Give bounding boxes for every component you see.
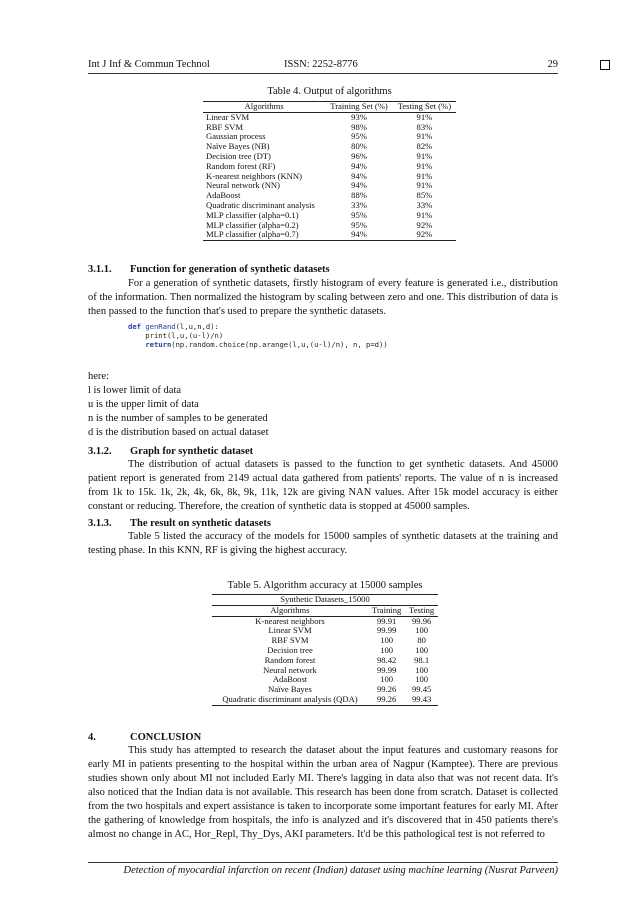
- table-row: [212, 636, 438, 646]
- table-row: [203, 230, 456, 240]
- param-d: d is the distribution based on actual dataset: [88, 427, 269, 438]
- table-cell-training: 98%: [351, 121, 367, 132]
- page-number: 29: [547, 59, 558, 70]
- table-cell-training: 95%: [351, 209, 367, 220]
- table5: [212, 594, 438, 706]
- table-cell-algorithm: AdaBoost: [272, 674, 308, 685]
- table5-col-algorithms: Algorithms: [212, 605, 368, 616]
- table-cell-algorithm: Decision tree (DT): [206, 150, 271, 161]
- table-cell-testing: 33%: [416, 199, 433, 210]
- section-title: CONCLUSION: [130, 732, 202, 743]
- section-3-1-2-heading: [88, 446, 253, 457]
- table-cell-testing: 91%: [416, 180, 433, 191]
- table-cell-training: 95%: [351, 219, 367, 230]
- table-cell-testing: 100: [415, 644, 429, 655]
- table5-group-header: Synthetic Datasets_15000: [212, 595, 438, 606]
- table-cell-testing: 100: [415, 625, 429, 636]
- table-cell-training: 33%: [351, 199, 367, 210]
- table-cell-testing: 100: [415, 664, 429, 675]
- section-number: 4.: [88, 732, 96, 743]
- table-cell-algorithm: Quadratic discriminant analysis: [206, 199, 315, 210]
- conclusion-paragraph: This study has attempted to research the dataset about the input features and customary reasons for early MI in patients presenting to the hospital within the urban area of Nagpur (Kamptee). There are previous studies shown only about MI not included Early MI. There's lagging in data also that was not recent data. It's also noticed that the Indian data is not available. This research has been done from scratch. Dataset is collected from the two hospitals and expert assistance is taken to incorporate some important features for early MI. After the gathering of knowledge from hospitals, the info is analyzed and it's discovered that in 450 patients there's almost no change in AC, Hor_Repl, Thy_Dys, AKI parameters. It'd be this pathological test is not referred to: [88, 745, 558, 840]
- table4: [203, 101, 456, 241]
- table-cell-training: 100: [380, 644, 394, 655]
- table-cell-testing: 91%: [416, 111, 433, 122]
- table-cell-algorithm: Quadratic discriminant analysis (QDA): [222, 693, 358, 704]
- table-cell-training: 99.26: [376, 693, 397, 704]
- table-cell-algorithm: MLP classifier (alpha=0.2): [206, 219, 299, 230]
- section-3-1-1-heading: [88, 264, 330, 275]
- table-cell-algorithm: Naïve Bayes (NB): [206, 141, 270, 152]
- table-cell-algorithm: RBF SVM: [271, 635, 309, 646]
- code-return-keyword: return: [145, 340, 172, 349]
- issn: ISSN: 2252-8776: [284, 59, 358, 70]
- table-cell-training: 96%: [351, 150, 367, 161]
- table4-col-testing: Testing Set (%): [393, 102, 456, 113]
- table-cell-algorithm: MLP classifier (alpha=0.7): [206, 229, 299, 240]
- param-n: n is the number of samples to be generated: [88, 413, 268, 424]
- param-u: u is the upper limit of data: [88, 399, 199, 410]
- table-cell-training: 80%: [351, 141, 367, 152]
- table-cell-training: 95%: [351, 131, 367, 142]
- table-cell-algorithm: Neural network (NN): [206, 180, 280, 191]
- checkbox-icon: [600, 60, 610, 70]
- table-cell-algorithm: Naïve Bayes: [268, 684, 312, 695]
- table-cell-testing: 91%: [416, 150, 433, 161]
- table4-caption: Table 4. Output of algorithms: [267, 86, 392, 97]
- table-cell-training: 94%: [351, 160, 367, 171]
- table-cell-algorithm: K-nearest neighbors (KNN): [206, 170, 302, 181]
- section-title: Graph for synthetic dataset: [130, 446, 254, 457]
- table-cell-training: 99.26: [376, 684, 397, 695]
- code-function-name: genRand: [145, 322, 176, 331]
- table-cell-training: 94%: [351, 229, 367, 240]
- table-cell-training: 99.99: [376, 625, 397, 636]
- table-cell-training: 88%: [351, 190, 367, 201]
- table5-caption: Table 5. Algorithm accuracy at 15000 samples: [227, 580, 423, 591]
- running-footer: Detection of myocardial infarction on recent (Indian) dataset using machine learning (Nusrat Parveen): [88, 862, 558, 876]
- table-cell-testing: 100: [415, 674, 429, 685]
- table-cell-algorithm: Linear SVM: [268, 625, 312, 636]
- journal-name: Int J Inf & Commun Technol: [88, 59, 210, 70]
- table-cell-training: 99.99: [376, 664, 397, 675]
- table-cell-testing: 80: [417, 635, 426, 646]
- section-3-1-1-paragraph: For a generation of synthetic datasets, firstly histogram of every feature is generated i.e., distribution of the information. Then normalized the histogram by scaling between zero and one. This distribution of data is then passed to the function that's used to prepare the synthetic datasets.: [88, 278, 558, 317]
- table-row: [212, 695, 438, 705]
- section-3-1-2-paragraph: The distribution of actual datasets is passed to the function to get synthetic datasets. And 45000 patient report is generated from 2149 actual data gathered from patients' reports. The value of n is increased from 1k to 15k. 1k, 2k, 4k, 6k, 8k, 9k, 11k, 12k are giving NAN values. After 15k model accuracy is either constant or reducing. Therefore, the creation of synthetic data is stopped at 45000 samples.: [88, 459, 558, 512]
- table-cell-testing: 99.43: [411, 693, 432, 704]
- table-cell-testing: 99.96: [411, 615, 432, 626]
- table-cell-training: 94%: [351, 170, 367, 181]
- table-cell-testing: 91%: [416, 170, 433, 181]
- table-cell-testing: 83%: [416, 121, 433, 132]
- code-def-keyword: def: [128, 322, 141, 331]
- table-cell-testing: 99.45: [411, 684, 432, 695]
- param-here: here:: [88, 371, 109, 382]
- table-row: [212, 646, 438, 656]
- table-cell-training: 98.42: [376, 654, 397, 665]
- section-number: 3.1.2.: [88, 446, 112, 457]
- table-row: [212, 656, 438, 666]
- table-cell-training: 94%: [351, 180, 367, 191]
- table-cell-training: 100: [380, 635, 394, 646]
- table5-col-testing: Testing: [405, 605, 438, 616]
- table4-col-algorithms: Algorithms: [203, 102, 325, 113]
- section-number: 3.1.1.: [88, 264, 112, 275]
- table-row: [212, 616, 438, 626]
- table-row: [212, 626, 438, 636]
- code-signature: (l,u,n,d):: [175, 322, 219, 331]
- section-3-1-3-paragraph: Table 5 listed the accuracy of the models for 15000 samples of synthetic datasets at the training and testing phase. In this KNN, RF is giving the highest accuracy.: [88, 531, 558, 556]
- table-cell-testing: 98.1: [414, 654, 430, 665]
- table5-col-training: Training: [368, 605, 405, 616]
- table4-col-training: Training Set (%): [325, 102, 393, 113]
- table-cell-testing: 91%: [416, 209, 433, 220]
- table-row: [212, 666, 438, 676]
- table-cell-algorithm: K-nearest neighbors: [255, 615, 325, 626]
- section-title: The result on synthetic datasets: [130, 518, 271, 529]
- table-cell-algorithm: Gaussian process: [206, 131, 266, 142]
- table-row: [212, 675, 438, 685]
- section-4-heading: [88, 732, 201, 743]
- table-cell-testing: 91%: [416, 131, 433, 142]
- table-cell-training: 100: [380, 674, 394, 685]
- table-cell-algorithm: Random forest (RF): [206, 160, 276, 171]
- table-cell-algorithm: MLP classifier (alpha=0.1): [206, 209, 299, 220]
- running-header: [88, 59, 558, 74]
- section-3-1-3-heading: [88, 518, 271, 529]
- table-cell-algorithm: Decision tree: [267, 644, 313, 655]
- parameter-list: [88, 370, 269, 440]
- table-cell-testing: 92%: [416, 229, 433, 240]
- table-cell-testing: 82%: [416, 141, 433, 152]
- table-cell-algorithm: AdaBoost: [206, 190, 241, 201]
- code-line-print: print(l,u,(u-l)/n): [128, 331, 224, 340]
- table-cell-algorithm: Random forest: [264, 654, 316, 665]
- table-cell-testing: 85%: [416, 190, 433, 201]
- code-snippet: [128, 322, 388, 349]
- section-title: Function for generation of synthetic datasets: [130, 264, 330, 275]
- param-l: l is lower limit of data: [88, 385, 182, 396]
- table-cell-algorithm: RBF SVM: [206, 121, 244, 132]
- table-cell-algorithm: Neural network: [263, 664, 317, 675]
- section-number: 3.1.3.: [88, 518, 112, 529]
- table-cell-training: 93%: [351, 111, 367, 122]
- table-cell-testing: 91%: [416, 160, 433, 171]
- table-cell-algorithm: Linear SVM: [206, 111, 250, 122]
- table-cell-training: 99.91: [376, 615, 397, 626]
- table-cell-testing: 92%: [416, 219, 433, 230]
- code-line-return: (np.random.choice(np.arange(l,u,(u-l)/n), n, p=d)): [171, 340, 388, 349]
